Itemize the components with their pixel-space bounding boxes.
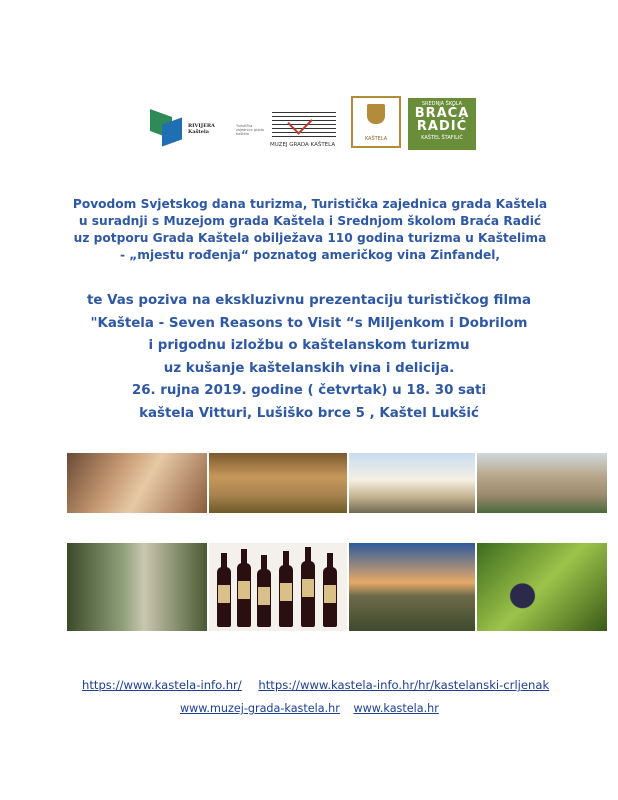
crest-icon	[367, 104, 385, 124]
muzej-grada-kastela-link[interactable]: www.muzej-grada-kastela.hr	[180, 702, 340, 715]
kastela-logo-label: KAŠTELA	[364, 136, 388, 142]
photo-horse-carriage-alley	[67, 543, 207, 631]
wine-bottle-icon	[257, 569, 271, 627]
grad-kastela-crest-logo	[351, 96, 401, 148]
kastelanski-crljenak-link[interactable]: https://www.kastela-info.hr/hr/kastelanski-crljenak	[258, 678, 550, 692]
intro-line: uz potporu Grada Kaštela obilježava 110 godina turizma u Kaštelima	[73, 231, 547, 245]
photo-horse-rider	[349, 453, 475, 513]
intro-paragraph	[70, 196, 550, 264]
wine-bottle-icon	[301, 561, 315, 627]
links-row-1	[82, 678, 550, 692]
invite-line: uz kušanje kaštelanskih vina i delicija.	[163, 360, 455, 376]
invitation-text	[40, 290, 578, 425]
invite-line: "Kaštela - Seven Reasons to Visit “s Miljenkom i Dobrilom	[90, 315, 528, 331]
wine-bottle-icon	[279, 565, 293, 627]
invite-line: i prigodnu izložbu o kaštelanskom turizmu	[148, 338, 470, 353]
intro-line: - „mjestu rođenja“ poznatog američkog vina Zinfandel,	[119, 248, 501, 262]
photo-grape-vines	[477, 543, 607, 631]
photo-castle-by-sea	[477, 453, 607, 513]
intro-line: u suradnji s Muzejom grada Kaštela i Srednjom školom Braća Radić	[78, 214, 542, 228]
invite-line: te Vas poziva na ekskluzivnu prezentaciju turističkog filma	[86, 293, 532, 308]
photo-woman-in-doorway	[209, 453, 347, 513]
wine-bottle-icon	[237, 563, 251, 627]
photo-wine-bottles	[209, 543, 347, 631]
wine-bottle-icon	[323, 567, 337, 627]
photo-woman-smiling	[67, 453, 207, 513]
event-date-line: 26. rujna 2019. godine ( četvrtak) u 18. 30 sati	[131, 383, 487, 398]
muzej-grada-kastela-logo	[270, 110, 340, 154]
riviera-kastela-logo	[150, 113, 232, 145]
kastela-info-link[interactable]: https://www.kastela-info.hr/	[82, 678, 242, 692]
kastela-hr-link[interactable]: www.kastela.hr	[353, 702, 439, 715]
links-row-2	[180, 702, 480, 715]
intro-line: Povodom Svjetskog dana turizma, Turistička zajednica grada Kaštela	[72, 197, 548, 211]
muzej-logo-label: MUZEJ GRADA KAŠTELA	[270, 142, 336, 148]
turisticka-zajednica-logo-text: Turistička zajednica grada Kaštela	[236, 124, 264, 137]
photo-vineyard-sunset	[349, 543, 475, 631]
wine-bottle-icon	[217, 567, 231, 627]
event-location-line: kaštela Vitturi, Lušiško brce 5 , Kaštel Lukšić	[139, 405, 479, 421]
braca-radic-school-logo: SREDNJA ŠKOLA BRAĆA RADIĆ KAŠTEL ŠTAFILIĆ	[408, 98, 476, 150]
riviera-logo-text: RIVIJERA Kaštela	[188, 123, 215, 135]
